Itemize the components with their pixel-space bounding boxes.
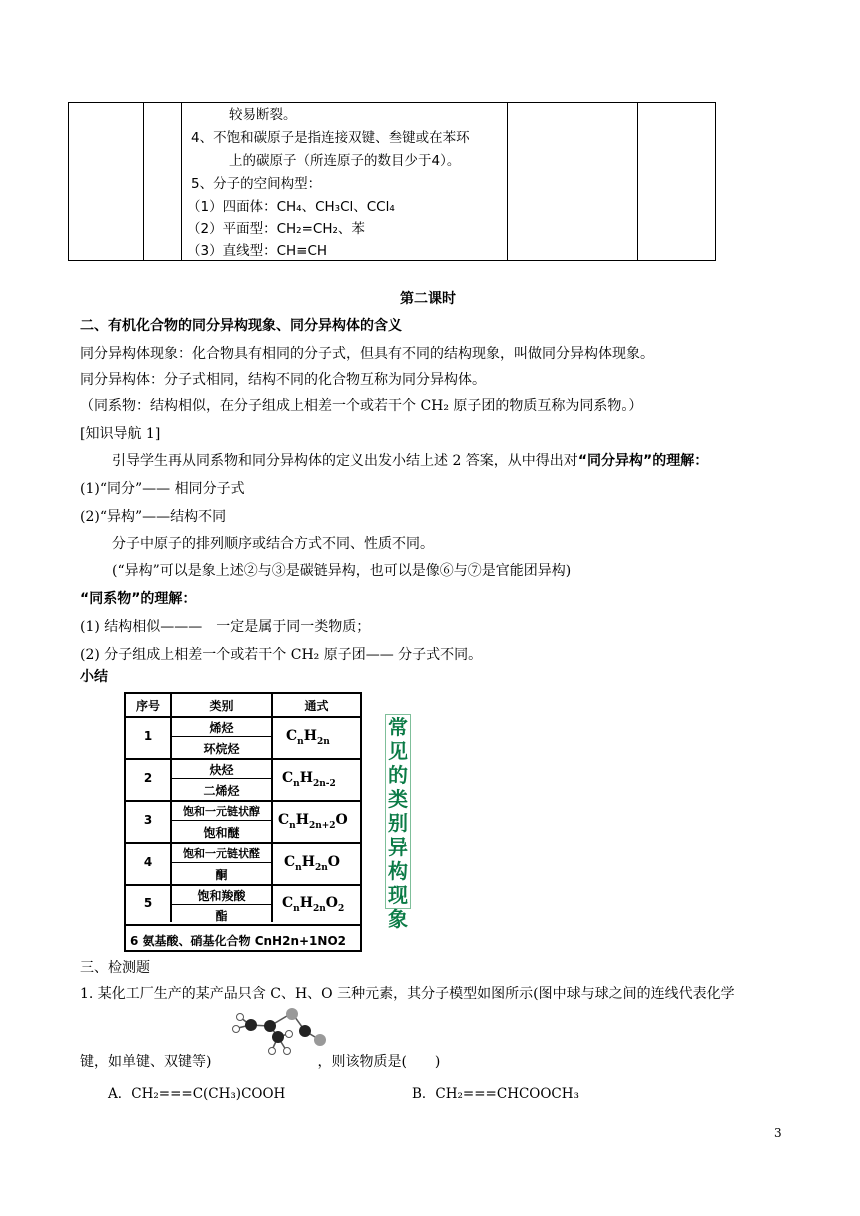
table-text-line: （2）平面型：CH₂=CH₂、苯: [187, 221, 365, 237]
guide-text: 引导学生再从同系物和同分异构体的定义出发小结上述 2 答案，从中得出对: [112, 453, 578, 469]
table-text-line: 上的碳原子（所连原子的数目少于4）。: [229, 153, 461, 169]
row-number: 3: [143, 813, 153, 827]
carbon-atom: [299, 1025, 311, 1037]
paragraph-isomer-definition: 同分异构体：分子式相同，结构不同的化合物互称为同分异构体。: [80, 372, 486, 388]
top-table: [68, 102, 716, 261]
class-name: 二烯烃: [203, 784, 240, 798]
carbon-atom: [272, 1031, 284, 1043]
guide-bold-text: “同分异构”的理解：: [577, 453, 709, 469]
question-1-text-b: ，则该物质是( ): [317, 1054, 441, 1070]
table-column-divider: [181, 103, 182, 260]
table-column-divider: [507, 103, 508, 260]
paragraph-homolog-definition: （同系物：结构相似，在分子组成上相差一个或若干个 CH₂ 原子团的物质互称为同系物。）: [80, 398, 643, 414]
question-1-line-2: [80, 1052, 440, 1072]
knowledge-nav-label: [知识导航 1]: [80, 426, 161, 442]
hydrogen-atom: [237, 1014, 244, 1021]
oxygen-atom: [286, 1008, 298, 1020]
vertical-label: [385, 714, 411, 931]
guide-paragraph: [112, 451, 708, 471]
table-text-line: （1）四面体：CH₄、CH₃Cl、CCl₄: [187, 199, 395, 215]
class-name: 饱和一元链状醇: [183, 805, 260, 818]
homolog-point-1: (1) 结构相似——— 一定是属于同一类物质；: [80, 619, 371, 635]
class-name: 饱和羧酸: [197, 889, 246, 903]
isomer-note: (“异构”可以是象上述②与③是碳链异构，也可以是像⑥与⑦是官能团异构): [112, 563, 572, 579]
carbon-atom: [245, 1019, 257, 1031]
row-number: 4: [143, 855, 153, 869]
general-formula: $C_nH_{2n}O$: [284, 854, 340, 873]
row-number: 5: [143, 896, 153, 910]
hydrogen-atom: [233, 1026, 240, 1033]
summary-label: 小结: [80, 669, 108, 685]
class-name: 酮: [215, 868, 228, 882]
summary-header-class: 类别: [209, 699, 234, 713]
carbon-atom: [264, 1020, 276, 1032]
isomer-point-2: (2)“异构”——结构不同: [80, 509, 227, 525]
general-formula: $C_nH_{2n+2}O$: [278, 812, 348, 831]
test-heading: 三、检测题: [80, 960, 150, 976]
option-b: B．CH₂===CHCOOCH₃: [412, 1086, 579, 1102]
oxygen-atom: [314, 1034, 326, 1046]
class-name: 酯: [215, 909, 228, 923]
section-title: 第二课时: [400, 291, 456, 307]
question-1-text-a: 键，如单键、双键等): [80, 1054, 212, 1070]
class-name: 炔烃: [209, 763, 234, 777]
summary-header-formula: 通式: [304, 699, 329, 713]
homolog-title: “同系物”的理解：: [80, 591, 197, 607]
summary-header-no: 序号: [135, 699, 160, 713]
summary-last-row: 6 氨基酸、硝基化合物 CnH2n+1NO2: [130, 934, 346, 948]
class-name: 饱和一元链状醛: [183, 847, 260, 860]
class-divider: [172, 904, 271, 905]
general-formula: $C_nH_{2n}$: [286, 728, 330, 747]
hydrogen-atom: [286, 1031, 293, 1038]
table-text-line: 5、分子的空间构型：: [191, 176, 322, 192]
class-name: 环烷烃: [203, 742, 240, 756]
general-formula: $C_nH_{2n-2}$: [282, 770, 336, 789]
class-divider: [172, 778, 271, 779]
homolog-point-2: (2) 分子组成上相差一个或若干个 CH₂ 原子团—— 分子式不同。: [80, 647, 483, 663]
class-divider: [172, 862, 271, 863]
table-text-line: 4、不饱和碳原子是指连接双键、叁键或在苯环: [191, 130, 470, 146]
table-column-divider: [143, 103, 144, 260]
general-formula: $C_nH_{2n}O_2$: [282, 895, 345, 914]
option-a: A．CH₂===C(CH₃)COOH: [108, 1086, 286, 1102]
summary-table: [124, 692, 362, 952]
question-1-line-1: 1. 某化工厂生产的某产品只含 C、H、O 三种元素，其分子模型如图所示(图中球与球之间的连线代表化学: [80, 986, 735, 1002]
class-divider: [172, 736, 271, 737]
row-number: 1: [143, 729, 153, 743]
paragraph-isomer-phenomenon: 同分异构体现象：化合物具有相同的分子式，但具有不同的结构现象，叫做同分异构体现象。: [80, 346, 654, 362]
class-name: 饱和醚: [203, 826, 240, 840]
vertical-label-text: 常见的类别异构现象: [388, 715, 408, 931]
class-name: 烯烃: [209, 721, 234, 735]
isomer-point-1: (1)“同分”—— 相同分子式: [80, 481, 245, 497]
page-number: 3: [774, 1126, 782, 1140]
table-text-line: 较易断裂。: [229, 107, 297, 123]
table-column-divider: [637, 103, 638, 260]
table-text-line: （3）直线型：CH≡CH: [187, 243, 328, 259]
class-divider: [172, 820, 271, 821]
row-number: 2: [143, 771, 153, 785]
heading-isomerism: 二、有机化合物的同分异构现象、同分异构体的含义: [80, 318, 402, 334]
isomer-detail: 分子中原子的排列顺序或结合方式不同、性质不同。: [112, 536, 434, 552]
